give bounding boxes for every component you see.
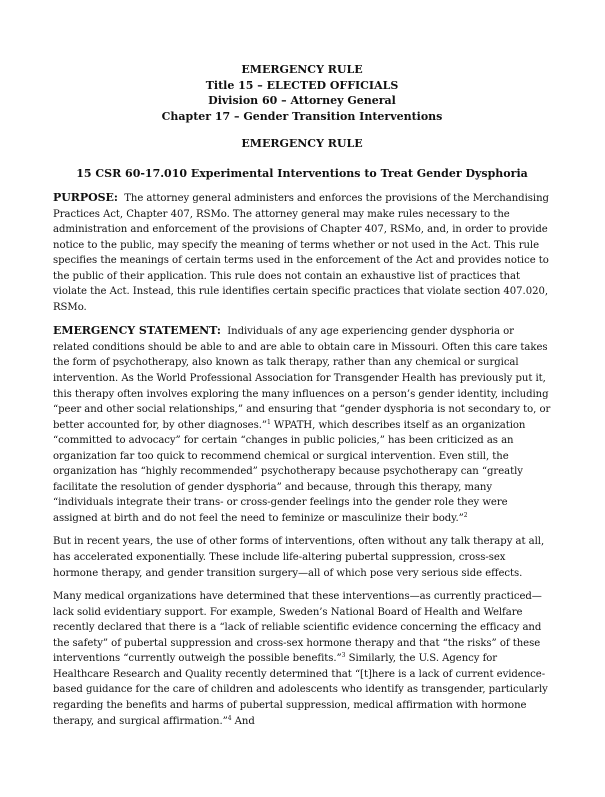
recent-years-paragraph: But in recent years, the use of other forms of interventions, often without any talk therapy at all, has accelerated exponentially. These include life-altering pubertal suppression, cross-sex hormone therapy, and gender transition surgery—all of which pose very serious side effects. xyxy=(53,536,545,579)
emergency-statement-text-a: Individuals of any age experiencing gender dysphoria or related conditions should be able to and are able to obtain care in Missouri. Often this care takes the form of psychotherapy, also known as talk therapy, rather than any chemical or surgical intervention. As the World Professional Association for Transgender Health has previously put it, this therapy often involves exploring the many influences on a person’s gender identity, including “peer and other social relationships,” and ensuring that “gender dysphoria is not secondary to, or better accounted for, by other diagnoses.” xyxy=(53,326,551,431)
header-chapter: Chapter 17 – Gender Transition Interventions xyxy=(161,109,443,123)
footnote-ref-2[interactable]: 2 xyxy=(463,511,468,519)
emergency-statement-text-b: WPATH, which describes itself as an organization “committed to advocacy” for certain “changes in public policies,” has been criticized as an organization far too quick to recommend chemical or surgical intervention. Even still, the organization has “highly recommended” psychotherapy because psychotherapy can “greatly facilitate the resolution of gender dysphoria” and because, through this therapy, many “individuals integrate their trans- or cross-gender feelings into the gender role they were assigned at birth and do not feel the need to feminize or masculinize their body.” xyxy=(53,419,526,524)
medical-organizations-text-b: Similarly, the U.S. Agency for Healthcare Research and Quality recently determined that “[t]here is a lack of current evidence-based guidance for the care of children and adolescents who identify as transgender, particularly regarding the benefits and harms of pubertal suppression, medical affirmation with hormone therapy, and surgical affirmation.” xyxy=(53,653,548,727)
medical-organizations-text-c: And xyxy=(231,715,255,727)
purpose-text: The attorney general administers and enforces the provisions of the Merchandising Practices Act, Chapter 407, RSMo. The attorney general may make rules necessary to the administration and enforcement of the provisions of Chapter 407, RSMo, and, in order to provide notice to the public, may specify the meaning of terms whether or not used in the Act. This rule specifies the meanings of certain terms used in the enforcement of the Act and provides notice to the public of their application. This rule does not contain an exhaustive list of practices that violate the Act. Instead, this rule identifies certain specific practices that violate section 407.020, RSMo. xyxy=(53,193,549,313)
emergency-statement-label: EMERGENCY STATEMENT: xyxy=(53,324,221,338)
purpose-label: PURPOSE: xyxy=(53,191,118,204)
footnote-ref-3[interactable]: 3 xyxy=(341,652,346,660)
medical-organizations-text-a: Many medical organizations have determined that these interventions—as currently practiced—lack solid evidentiary support. For example, Sweden’s National Board of Health and Welfare recently declared that there is a “lack of reliable scientific evidence concerning the efficacy and the safety” of pubertal suppression and cross-sex hormone therapy and that “the risks” of these interventions “currently outweigh the possible benefits.” xyxy=(53,591,542,665)
header-division: Division 60 – Attorney General xyxy=(208,94,396,107)
medical-organizations-paragraph xyxy=(53,589,551,729)
footnote-ref-1[interactable]: 1 xyxy=(266,418,271,426)
document-header xyxy=(53,62,551,124)
header-title: Title 15 – ELECTED OFFICIALS xyxy=(205,78,399,92)
rule-title: 15 CSR 60-17.010 Experimental Interventions to Treat Gender Dysphoria xyxy=(76,166,528,180)
emergency-rule-heading: EMERGENCY RULE xyxy=(241,137,363,150)
footnote-ref-4[interactable]: 4 xyxy=(227,714,232,722)
emergency-statement-paragraph xyxy=(53,323,551,526)
purpose-paragraph xyxy=(53,190,551,315)
header-emergency-rule: EMERGENCY RULE xyxy=(241,63,363,76)
